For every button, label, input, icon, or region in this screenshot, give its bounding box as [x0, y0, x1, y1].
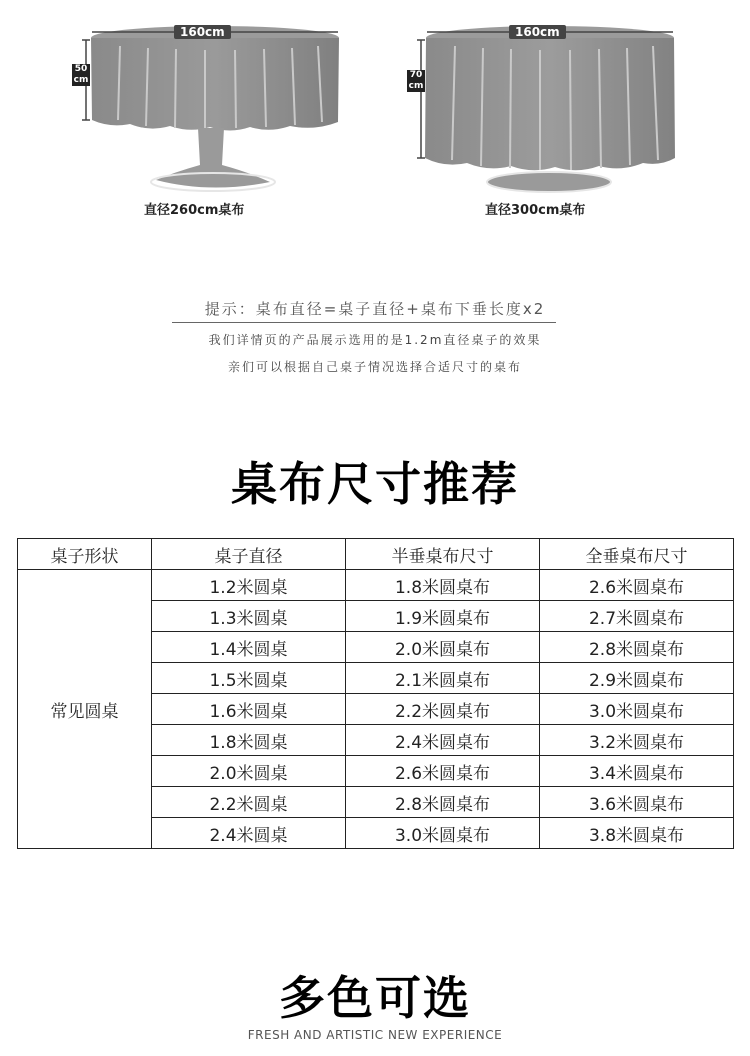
column-header: 半垂桌布尺寸 — [346, 539, 540, 570]
table-cell: 2.6米圆桌布 — [540, 570, 734, 601]
table-cell: 2.1米圆桌布 — [346, 663, 540, 694]
tablecloth-caption: 直径300cm桌布 — [485, 203, 586, 218]
table-cell: 1.2米圆桌 — [152, 570, 346, 601]
table-cell: 2.0米圆桌布 — [346, 632, 540, 663]
table-cell: 1.8米圆桌 — [152, 725, 346, 756]
table-cell: 2.8米圆桌布 — [540, 632, 734, 663]
tip-divider — [172, 322, 556, 323]
table-cell: 1.5米圆桌 — [152, 663, 346, 694]
tip-note: 我们详情页的产品展示选用的是1.2m直径桌子的效果 — [208, 333, 542, 347]
table-cell: 2.0米圆桌 — [152, 756, 346, 787]
table-cell: 2.4米圆桌布 — [346, 725, 540, 756]
tip-note: 亲们可以根据自己桌子情况选择合适尺寸的桌布 — [227, 360, 522, 374]
table-cell: 2.9米圆桌布 — [540, 663, 734, 694]
table-cell: 1.8米圆桌布 — [346, 570, 540, 601]
table-cell: 1.9米圆桌布 — [346, 601, 540, 632]
tablecloth-illustration-half-drop — [70, 0, 370, 230]
table-cell: 3.0米圆桌布 — [540, 694, 734, 725]
table-cell: 2.2米圆桌 — [152, 787, 346, 818]
table-cell: 3.2米圆桌布 — [540, 725, 734, 756]
drop-dimension-value: 70 — [409, 70, 423, 80]
width-dimension-label: 160cm — [509, 25, 566, 39]
tip-formula: 提示：桌布直径=桌子直径+桌布下垂长度x2 — [204, 300, 546, 318]
table-cell: 3.4米圆桌布 — [540, 756, 734, 787]
color-section-subtitle: FRESH AND ARTISTIC NEW EXPERIENCE — [247, 1028, 503, 1042]
table-cell: 1.3米圆桌 — [152, 601, 346, 632]
size-table — [17, 538, 734, 849]
tablecloth-illustration-full-drop — [405, 0, 705, 230]
width-dimension-label: 160cm — [174, 25, 231, 39]
drop-dimension-unit: cm — [73, 75, 89, 85]
drop-dimension-value: 50 — [74, 64, 88, 74]
table-cell: 2.8米圆桌布 — [346, 787, 540, 818]
drop-dimension-label — [407, 70, 425, 92]
drop-dimension-unit: cm — [408, 81, 424, 91]
table-cell: 1.4米圆桌 — [152, 632, 346, 663]
table-cell: 3.0米圆桌布 — [346, 818, 540, 849]
tablecloth-caption: 直径260cm桌布 — [144, 203, 245, 218]
shape-cell: 常见圆桌 — [18, 570, 152, 849]
table-cell: 3.8米圆桌布 — [540, 818, 734, 849]
color-section-title: 多色可选 — [279, 971, 471, 1025]
table-header-row — [18, 539, 734, 570]
table-cell: 2.7米圆桌布 — [540, 601, 734, 632]
size-section-title: 桌布尺寸推荐 — [231, 457, 519, 511]
column-header: 桌子直径 — [152, 539, 346, 570]
table-cell: 3.6米圆桌布 — [540, 787, 734, 818]
table-cell: 2.2米圆桌布 — [346, 694, 540, 725]
table-cell: 2.4米圆桌 — [152, 818, 346, 849]
column-header: 全垂桌布尺寸 — [540, 539, 734, 570]
table-row — [18, 570, 734, 601]
table-cell: 2.6米圆桌布 — [346, 756, 540, 787]
drop-dimension-label — [72, 64, 90, 86]
column-header: 桌子形状 — [18, 539, 152, 570]
table-cell: 1.6米圆桌 — [152, 694, 346, 725]
